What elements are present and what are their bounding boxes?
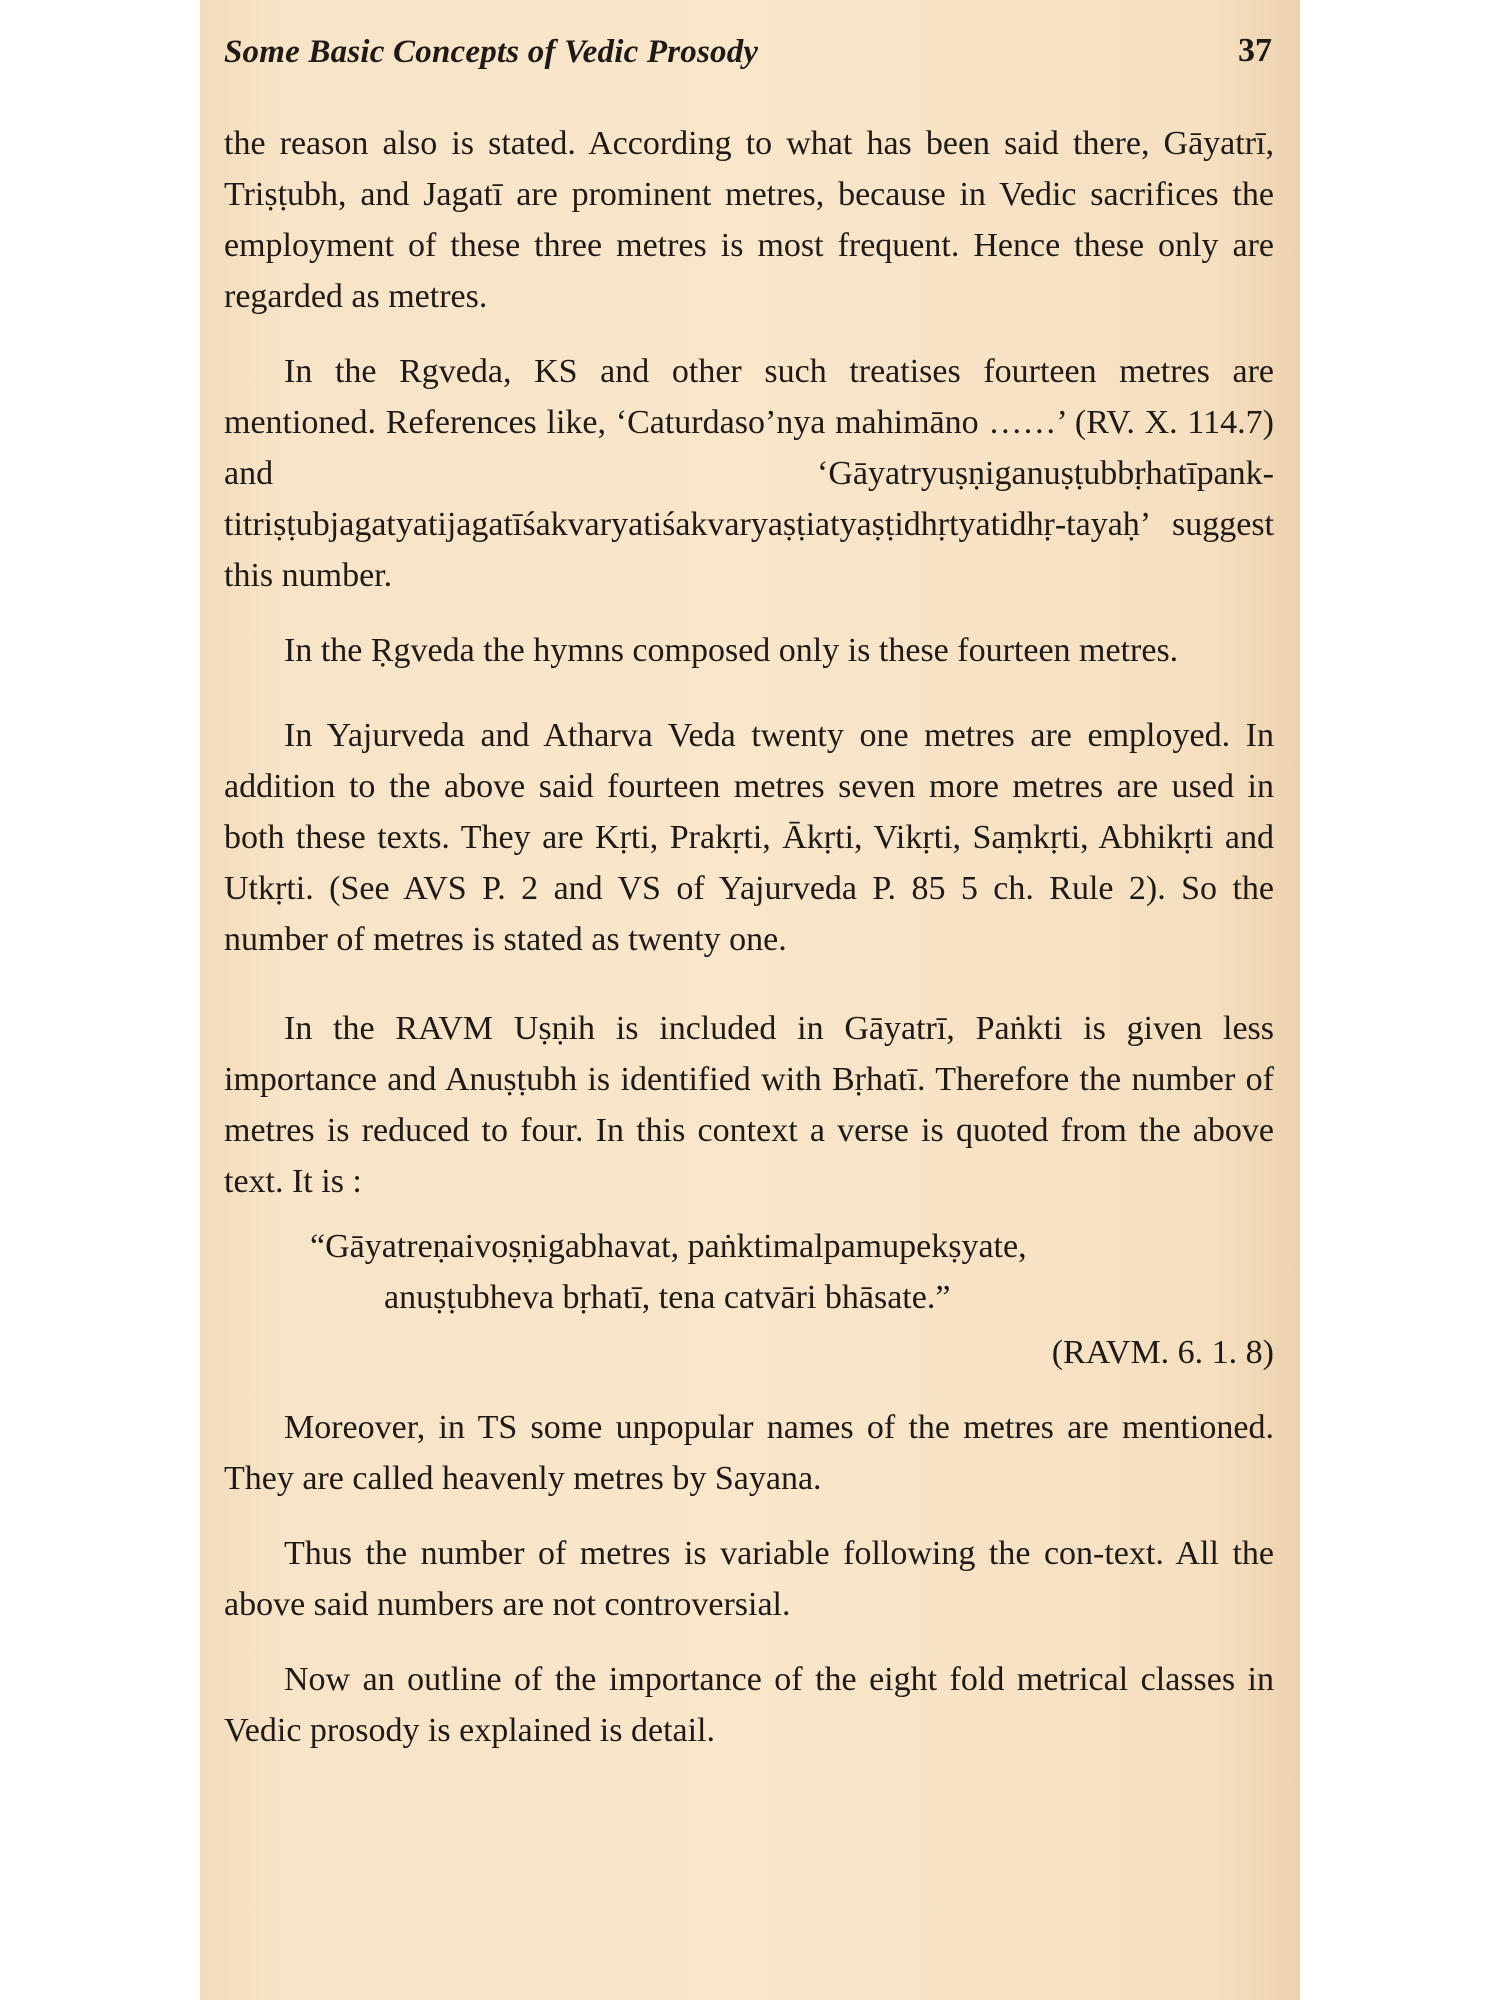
page-body	[224, 118, 1274, 1756]
verse-line-1: “Gāyatreṇaivoṣṇigabhavat, paṅktimalpamupekṣyate,	[310, 1228, 1027, 1265]
verse-reference: (RAVM. 6. 1. 8)	[1051, 1334, 1274, 1371]
book-page	[200, 0, 1300, 2000]
verse-line-2: anuṣṭubheva bṛhatī, tena catvāri bhāsate.”	[384, 1279, 951, 1316]
paragraph-ravm: In the RAVM Uṣṇih is included in Gāyatrī, Paṅkti is given less importance and Anuṣṭubh is identified with Bṛhatī. Therefore the number of metres is reduced to four. In this context a verse is quoted from the above text. It is :	[224, 1010, 1274, 1200]
quoted-verse	[224, 1221, 1274, 1378]
running-title: Some Basic Concepts of Vedic Prosody	[224, 34, 759, 70]
page-number: 37	[1238, 32, 1272, 69]
page-header	[224, 30, 1272, 80]
paragraph-outline: Now an outline of the importance of the eight fold metrical classes in Vedic prosody is explained is detail.	[224, 1661, 1274, 1749]
paragraph-continued: the reason also is stated. According to what has been said there, Gāyatrī, Triṣṭubh, and Jagatī are prominent metres, because in Vedic sacrifices the employment of these three metres is most frequent. Hence these only are regarded as metres.	[224, 125, 1274, 315]
paragraph-variable-number: Thus the number of metres is variable following the con-text. All the above said numbers are not controversial.	[224, 1535, 1274, 1623]
paragraph-rgveda-hymns: In the Ṛgveda the hymns composed only is these fourteen metres.	[284, 632, 1179, 669]
paragraph-fourteen-metres: In the Rgveda, KS and other such treatises fourteen metres are mentioned. References like, ‘Caturdaso’nya mahimāno ……’ (RV. X. 114.7) and ‘Gāyatryuṣṇiganuṣṭubbṛhatīpank-titriṣṭubjagatyatijagatīśakvaryatiśakvaryaṣṭiatyaṣṭidhṛtyatidhṛ-tayaḥ’ suggest this number.	[224, 353, 1274, 594]
paragraph-heavenly-metres: Moreover, in TS some unpopular names of the metres are mentioned. They are called heavenly metres by Sayana.	[224, 1409, 1274, 1497]
paragraph-twenty-one-metres: In Yajurveda and Atharva Veda twenty one metres are employed. In addition to the above said fourteen metres seven more metres are used in both these texts. They are Kṛti, Prakṛti, Ākṛti, Vikṛti, Saṃkṛti, Abhikṛti and Utkṛti. (See AVS P. 2 and VS of Yajurveda P. 85 5 ch. Rule 2). So the number of metres is stated as twenty one.	[224, 717, 1274, 958]
